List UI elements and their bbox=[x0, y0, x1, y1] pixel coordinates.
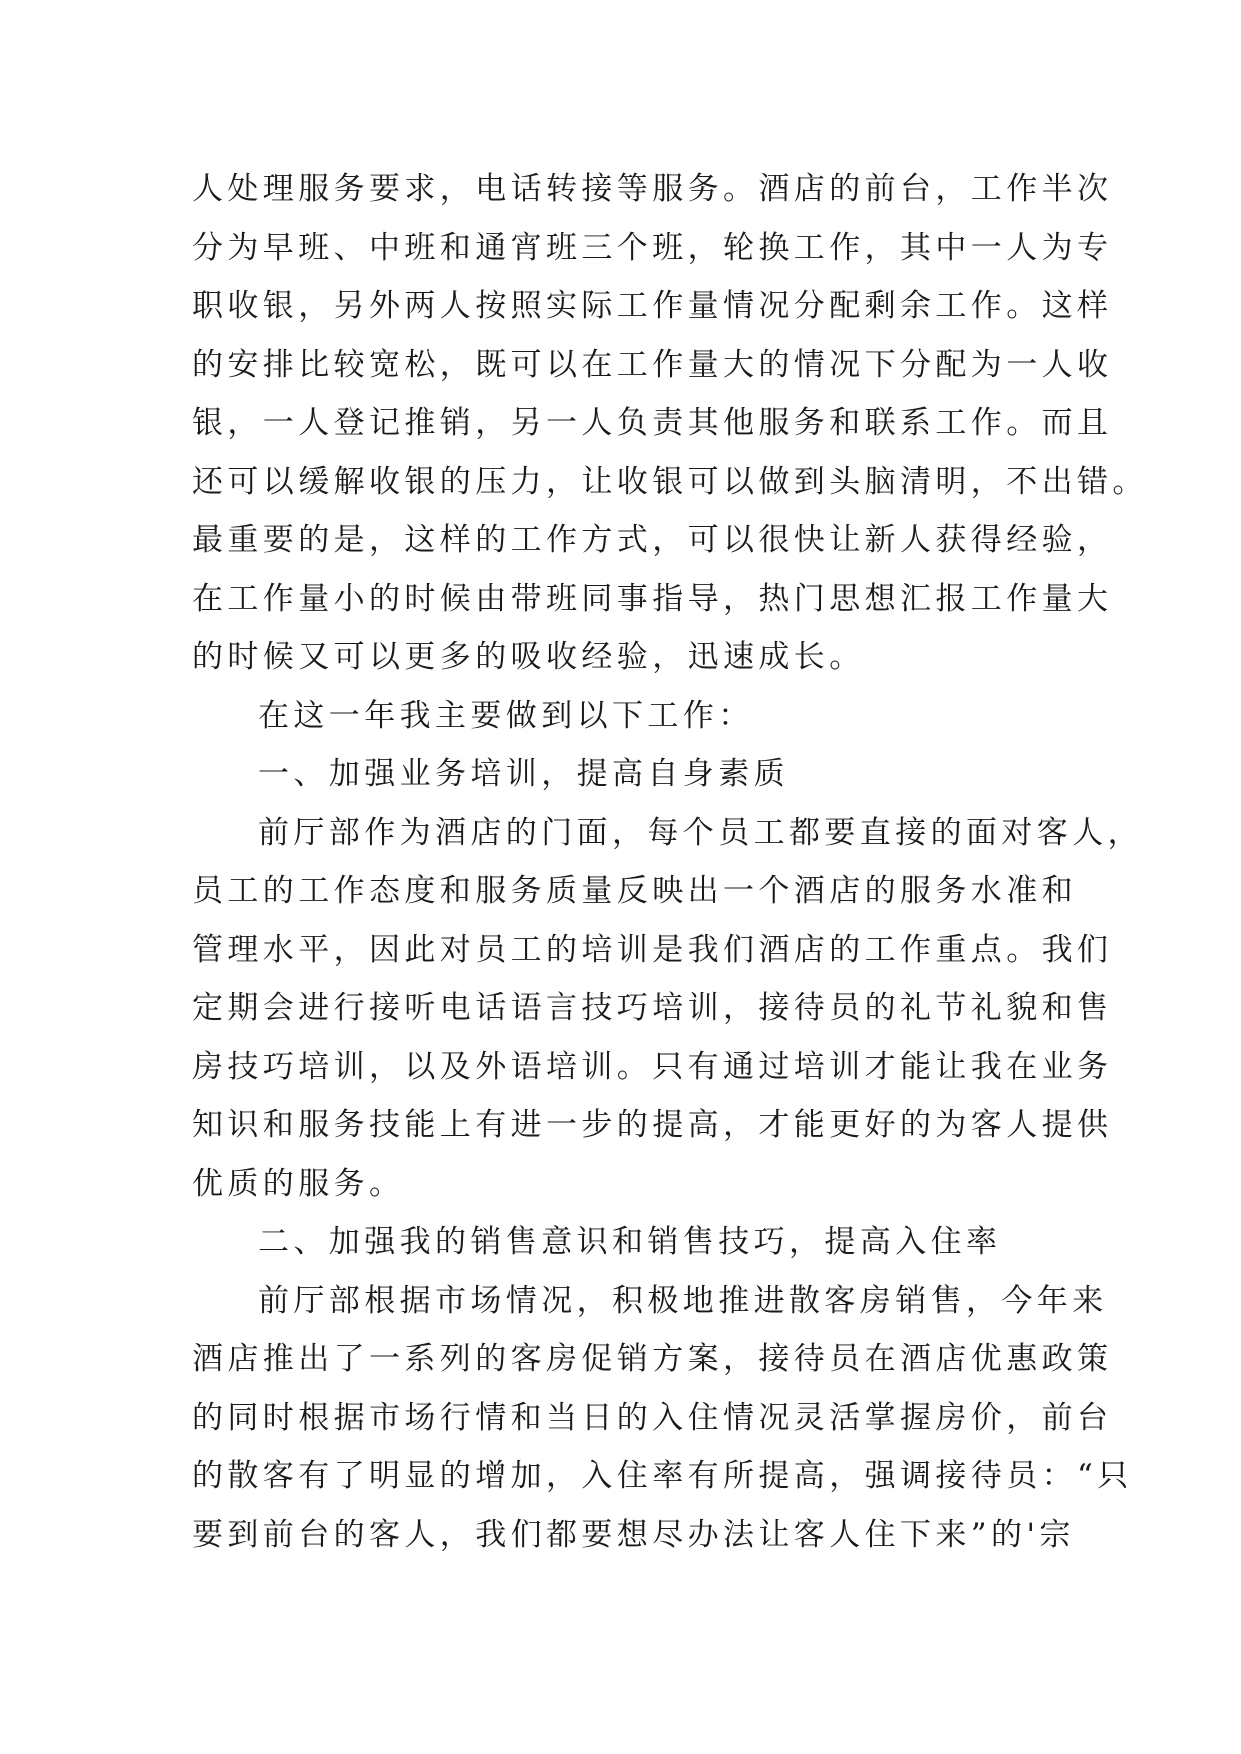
text-line: 的时候又可以更多的吸收经验，迅速成长。 bbox=[192, 639, 865, 675]
text-line: 员工的工作态度和服务质量反映出一个酒店的服务水准和 bbox=[192, 873, 1077, 909]
text-line-indented: 前厅部作为酒店的门面，每个员工都要直接的面对客人， bbox=[258, 814, 1143, 851]
text-line: 还可以缓解收银的压力，让收银可以做到头脑清明，不出错。 bbox=[192, 463, 1148, 500]
text-line: 最重要的是，这样的工作方式，可以很快让新人获得经验， bbox=[192, 522, 1113, 558]
text-line: 的散客有了明显的增加，入住率有所提高，强调接待员：“只 bbox=[192, 1458, 1133, 1494]
text-line: 银，一人登记推销，另一人负责其他服务和联系工作。而且 bbox=[192, 405, 1113, 441]
text-line-indented: 前厅部根据市场情况，积极地推进散客房销售，今年来 bbox=[258, 1282, 1108, 1319]
text-line: 职收银，另外两人按照实际工作量情况分配剩余工作。这样 bbox=[192, 288, 1113, 324]
text-line: 分为早班、中班和通宵班三个班，轮换工作，其中一人为专 bbox=[192, 229, 1113, 266]
text-line: 的安排比较宽松，既可以在工作量大的情况下分配为一人收 bbox=[192, 346, 1113, 383]
text-line: 房技巧培训，以及外语培训。只有通过培训才能让我在业务 bbox=[192, 1048, 1113, 1085]
text-line: 知识和服务技能上有进一步的提高，才能更好的为客人提供 bbox=[192, 1107, 1113, 1143]
text-line: 要到前台的客人，我们都要想尽办法让客人住下来”的'宗 bbox=[192, 1516, 1075, 1553]
text-line: 定期会进行接听电话语言技巧培训，接待员的礼节礼貌和售 bbox=[192, 990, 1113, 1026]
text-line: 优质的服务。 bbox=[192, 1165, 405, 1202]
text-line: 在工作量小的时候由带班同事指导，热门思想汇报工作量大 bbox=[192, 580, 1113, 617]
text-line: 管理水平，因此对员工的培训是我们酒店的工作重点。我们 bbox=[192, 931, 1113, 968]
text-line: 人处理服务要求，电话转接等服务。酒店的前台，工作半次 bbox=[192, 171, 1113, 207]
body-text bbox=[192, 160, 1148, 1564]
text-line-indented: 在这一年我主要做到以下工作： bbox=[258, 697, 754, 734]
section-heading: 一、加强业务培训，提高自身素质 bbox=[258, 756, 789, 792]
text-line: 酒店推出了一系列的客房促销方案，接待员在酒店优惠政策 bbox=[192, 1341, 1113, 1377]
section-heading: 二、加强我的销售意识和销售技巧，提高入住率 bbox=[258, 1224, 1002, 1260]
text-line: 的同时根据市场行情和当日的入住情况灵活掌握房价，前台 bbox=[192, 1399, 1113, 1436]
